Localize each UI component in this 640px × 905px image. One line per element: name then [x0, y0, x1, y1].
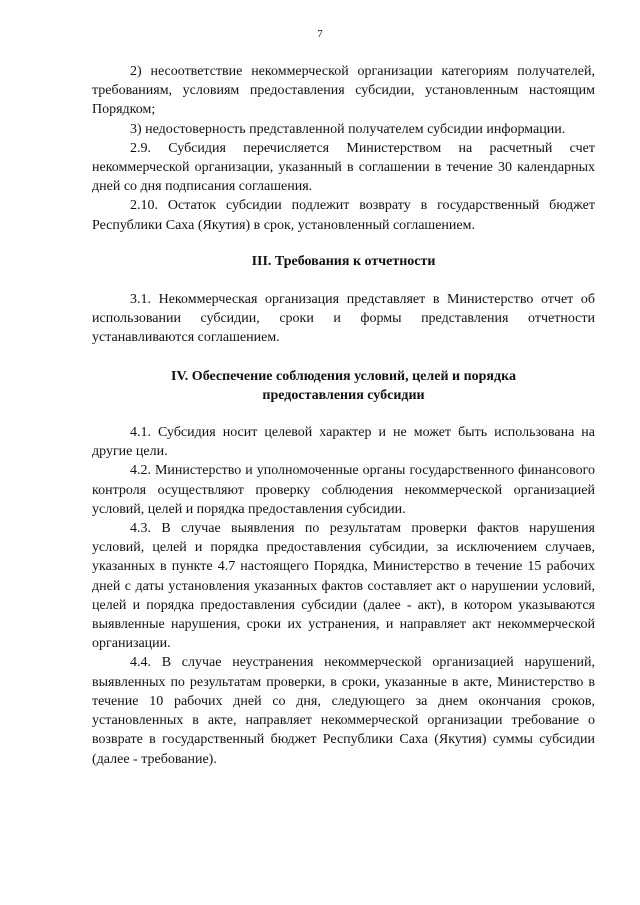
- paragraph-item-3: 3) недостоверность представленной получателем субсидии информации.: [130, 121, 566, 137]
- paragraph-4-3: 4.3. В случае выявления по результатам проверки фактов нарушения условий, целей и порядка предоставления субсидии, за исключением случаев, указанных в пункте 4.7 настоящего Порядка, Министерство в течение 15 рабочих дней с даты установления указанных фактов составляет акт о нарушении условий, целей и порядка предоставления субсидии (далее - акт), в котором указываются выявленные нарушения, сроки их устранения, и направляет акт некоммерческой организации.: [92, 521, 595, 652]
- paragraph-4-1: 4.1. Субсидия носит целевой характер и не может быть использована на другие цели.: [92, 425, 595, 460]
- paragraph-4-4: 4.4. В случае неустранения некоммерческой организацией нарушений, выявленных по результатам проверки, в сроки, указанные в акте, Министерство в течение 10 рабочих дней со дня, следующего за днем окончания сроков, установленных в акте, направляет некоммерческой организации требование о возврате в государственный бюджет Республики Саха (Якутия) суммы субсидии (далее - требование).: [92, 655, 595, 767]
- paragraph-4-2: 4.2. Министерство и уполномоченные органы государственного финансового контроля осуществляют проверку соблюдения некоммерческой организацией условий, целей и порядка предоставления субсидии.: [92, 463, 595, 517]
- section-3-heading: III. Требования к отчетности: [251, 253, 436, 269]
- paragraph-3-1: 3.1. Некоммерческая организация представляет в Министерство отчет об использовании субсидии, сроки и формы представления отчетности устанавливаются соглашением.: [92, 292, 595, 346]
- paragraph-2-10: 2.10. Остаток субсидии подлежит возврату в государственный бюджет Республики Саха (Якутия) в срок, установленный соглашением.: [92, 198, 595, 233]
- paragraph-2-9: 2.9. Субсидия перечисляется Министерством на расчетный счет некоммерческой организации, указанный в соглашении в течение 30 календарных дней со дня подписания соглашения.: [92, 140, 595, 195]
- page-number: 7: [317, 28, 323, 40]
- paragraph-item-2: 2) несоответствие некоммерческой организации категориям получателей, требованиям, условиям предоставления субсидии, установленным настоящим Порядком;: [92, 64, 595, 118]
- section-4-heading: [92, 367, 595, 405]
- section-4-heading-line-2: предоставления субсидии: [262, 387, 425, 403]
- section-4-heading-line-1: IV. Обеспечение соблюдения условий, целей и порядка: [171, 368, 516, 384]
- document-body: [92, 62, 595, 769]
